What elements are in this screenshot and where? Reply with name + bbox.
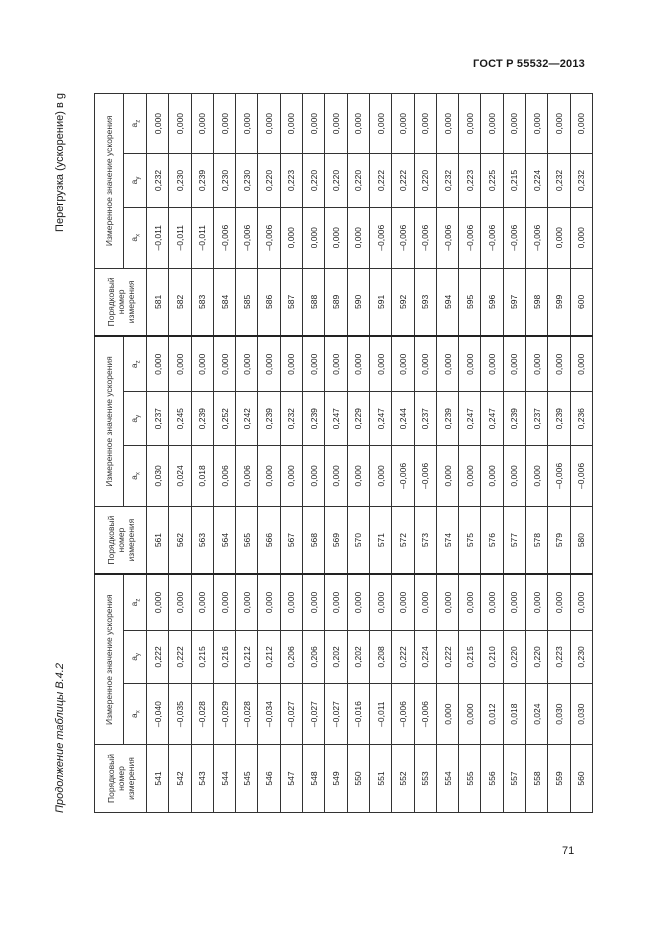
cell-value: 0,000 — [392, 94, 414, 154]
cell-value: 0,000 — [191, 574, 213, 630]
cell-value: 0,000 — [570, 207, 592, 268]
cell-value: 0,000 — [481, 336, 503, 392]
cell-value: 0,000 — [481, 574, 503, 630]
cell-value: 0,000 — [147, 574, 169, 630]
cell-number: 565 — [236, 506, 258, 574]
cell-value: 0,215 — [191, 630, 213, 684]
cell-value: 0,000 — [459, 446, 481, 507]
cell-value: 0,000 — [459, 336, 481, 392]
cell-value: –0,006 — [548, 446, 570, 507]
cell-number: 581 — [147, 268, 169, 336]
cell-number: 560 — [570, 745, 592, 813]
cell-value: 0,000 — [414, 574, 436, 630]
cell-value: 0,000 — [369, 446, 391, 507]
cell-number: 551 — [369, 745, 391, 813]
cell-value: 0,000 — [169, 336, 191, 392]
cell-value: –0,040 — [147, 684, 169, 745]
cell-value: 0,000 — [526, 446, 548, 507]
cell-value: 0,000 — [548, 207, 570, 268]
cell-value: 0,000 — [481, 94, 503, 154]
cell-number: 562 — [169, 506, 191, 574]
header-number: Порядковый номер измерения — [95, 506, 147, 574]
cell-number: 543 — [191, 745, 213, 813]
cell-number: 577 — [503, 506, 525, 574]
cell-value: 0,237 — [414, 392, 436, 446]
table-row — [369, 94, 391, 813]
cell-number: 557 — [503, 745, 525, 813]
cell-value: 0,000 — [548, 94, 570, 154]
cell-value: 0,220 — [325, 154, 347, 208]
table-row — [414, 94, 436, 813]
cell-value: 0,000 — [258, 336, 280, 392]
table-caption: Продолжение таблицы В.4.2 — [54, 663, 66, 813]
cell-value: 0,000 — [459, 574, 481, 630]
cell-value: 0,229 — [347, 392, 369, 446]
cell-number: 589 — [325, 268, 347, 336]
cell-value: 0,206 — [303, 630, 325, 684]
cell-value: 0,239 — [303, 392, 325, 446]
cell-value: 0,000 — [503, 446, 525, 507]
cell-number: 599 — [548, 268, 570, 336]
cell-number: 595 — [459, 268, 481, 336]
cell-value: 0,220 — [503, 630, 525, 684]
cell-value: –0,011 — [369, 684, 391, 745]
table-row — [526, 94, 548, 813]
header-number: Порядковый номер измерения — [95, 745, 147, 813]
cell-number: 574 — [436, 506, 458, 574]
cell-value: 0,000 — [191, 336, 213, 392]
cell-value: 0,000 — [325, 446, 347, 507]
cell-value: 0,000 — [414, 94, 436, 154]
cell-value: 0,000 — [213, 574, 235, 630]
table-row — [459, 94, 481, 813]
cell-value: 0,212 — [258, 630, 280, 684]
cell-value: –0,028 — [236, 684, 258, 745]
cell-value: 0,000 — [436, 94, 458, 154]
cell-value: 0,000 — [280, 94, 302, 154]
cell-value: 0,239 — [436, 392, 458, 446]
header-number: Порядковый номер измерения — [95, 268, 147, 336]
table-row — [548, 94, 570, 813]
cell-value: 0,222 — [369, 154, 391, 208]
cell-value: 0,236 — [570, 392, 592, 446]
cell-value: 0,222 — [169, 630, 191, 684]
cell-value: 0,000 — [236, 574, 258, 630]
header-axis: $a_y$ — [124, 154, 147, 208]
table-row — [503, 94, 525, 813]
cell-value: 0,000 — [347, 336, 369, 392]
cell-value: 0,000 — [236, 94, 258, 154]
cell-value: 0,018 — [191, 446, 213, 507]
cell-value: –0,006 — [526, 207, 548, 268]
cell-value: 0,024 — [526, 684, 548, 745]
cell-value: 0,000 — [503, 336, 525, 392]
table-row — [169, 94, 191, 813]
cell-number: 575 — [459, 506, 481, 574]
standard-code: ГОСТ Р 55532—2013 — [473, 58, 585, 70]
cell-value: 0,000 — [459, 94, 481, 154]
cell-value: 0,222 — [392, 630, 414, 684]
cell-value: 0,000 — [280, 574, 302, 630]
header-axis: $a_x$ — [124, 207, 147, 268]
header-axis: $a_z$ — [124, 94, 147, 154]
cell-value: 0,239 — [191, 392, 213, 446]
cell-value: –0,006 — [236, 207, 258, 268]
cell-value: 0,000 — [347, 94, 369, 154]
header-acceleration-group: Измеренное значение ускорения — [95, 336, 124, 506]
cell-value: –0,027 — [280, 684, 302, 745]
cell-value: –0,006 — [369, 207, 391, 268]
cell-value: 0,230 — [213, 154, 235, 208]
cell-value: 0,018 — [503, 684, 525, 745]
cell-value: 0,232 — [436, 154, 458, 208]
cell-value: –0,028 — [191, 684, 213, 745]
cell-number: 570 — [347, 506, 369, 574]
cell-value: 0,000 — [369, 574, 391, 630]
cell-value: 0,000 — [436, 574, 458, 630]
cell-value: 0,242 — [236, 392, 258, 446]
cell-value: 0,000 — [526, 336, 548, 392]
cell-value: 0,215 — [459, 630, 481, 684]
cell-number: 598 — [526, 268, 548, 336]
cell-value: 0,000 — [325, 207, 347, 268]
cell-value: 0,220 — [258, 154, 280, 208]
cell-number: 569 — [325, 506, 347, 574]
cell-number: 593 — [414, 268, 436, 336]
cell-number: 585 — [236, 268, 258, 336]
cell-value: 0,000 — [303, 336, 325, 392]
cell-number: 597 — [503, 268, 525, 336]
cell-value: 0,000 — [303, 207, 325, 268]
header-axis: $a_z$ — [124, 336, 147, 392]
cell-value: 0,000 — [459, 684, 481, 745]
cell-value: 0,223 — [280, 154, 302, 208]
cell-number: 578 — [526, 506, 548, 574]
cell-value: 0,000 — [258, 94, 280, 154]
table-row — [481, 94, 503, 813]
cell-number: 549 — [325, 745, 347, 813]
rotated-content — [54, 93, 587, 813]
cell-value: –0,006 — [392, 684, 414, 745]
cell-value: 0,224 — [526, 154, 548, 208]
cell-number: 548 — [303, 745, 325, 813]
cell-value: 0,000 — [325, 94, 347, 154]
cell-value: 0,030 — [548, 684, 570, 745]
cell-number: 600 — [570, 268, 592, 336]
cell-number: 566 — [258, 506, 280, 574]
header-axis: $a_z$ — [124, 574, 147, 630]
cell-value: –0,016 — [347, 684, 369, 745]
cell-value: 0,000 — [325, 574, 347, 630]
cell-value: 0,000 — [369, 336, 391, 392]
cell-number: 556 — [481, 745, 503, 813]
cell-value: 0,230 — [570, 630, 592, 684]
cell-value: 0,223 — [459, 154, 481, 208]
cell-value: 0,202 — [325, 630, 347, 684]
cell-value: 0,000 — [147, 94, 169, 154]
cell-value: 0,216 — [213, 630, 235, 684]
cell-value: 0,000 — [213, 94, 235, 154]
header-acceleration-group: Измеренное значение ускорения — [95, 574, 124, 744]
cell-value: –0,011 — [191, 207, 213, 268]
cell-number: 586 — [258, 268, 280, 336]
cell-value: –0,006 — [414, 684, 436, 745]
cell-value: –0,006 — [392, 446, 414, 507]
cell-number: 541 — [147, 745, 169, 813]
table-row — [191, 94, 213, 813]
cell-number: 590 — [347, 268, 369, 336]
cell-value: 0,000 — [325, 336, 347, 392]
data-table-wrapper — [94, 93, 587, 813]
cell-value: 0,000 — [147, 336, 169, 392]
cell-value: 0,210 — [481, 630, 503, 684]
cell-value: –0,006 — [459, 207, 481, 268]
cell-number: 584 — [213, 268, 235, 336]
cell-value: 0,230 — [236, 154, 258, 208]
table-row — [392, 94, 414, 813]
cell-value: 0,000 — [392, 336, 414, 392]
cell-value: 0,030 — [570, 684, 592, 745]
cell-value: 0,212 — [236, 630, 258, 684]
header-axis: $a_y$ — [124, 392, 147, 446]
cell-number: 571 — [369, 506, 391, 574]
cell-value: 0,237 — [526, 392, 548, 446]
cell-value: –0,029 — [213, 684, 235, 745]
cell-value: 0,237 — [147, 392, 169, 446]
cell-value: 0,000 — [303, 94, 325, 154]
cell-value: 0,000 — [570, 574, 592, 630]
cell-value: 0,012 — [481, 684, 503, 745]
cell-value: –0,035 — [169, 684, 191, 745]
cell-value: 0,230 — [169, 154, 191, 208]
header-axis: $a_x$ — [124, 684, 147, 745]
cell-value: 0,030 — [147, 446, 169, 507]
cell-number: 555 — [459, 745, 481, 813]
cell-number: 596 — [481, 268, 503, 336]
cell-value: 0,000 — [392, 574, 414, 630]
cell-number: 546 — [258, 745, 280, 813]
table-row — [147, 94, 169, 813]
cell-value: 0,232 — [548, 154, 570, 208]
cell-value: 0,247 — [325, 392, 347, 446]
cell-value: 0,220 — [526, 630, 548, 684]
cell-number: 547 — [280, 745, 302, 813]
cell-value: –0,027 — [303, 684, 325, 745]
cell-number: 582 — [169, 268, 191, 336]
cell-value: 0,220 — [303, 154, 325, 208]
cell-number: 592 — [392, 268, 414, 336]
cell-value: 0,006 — [236, 446, 258, 507]
cell-number: 568 — [303, 506, 325, 574]
cell-value: 0,000 — [280, 336, 302, 392]
cell-value: 0,239 — [191, 154, 213, 208]
header-axis: $a_y$ — [124, 630, 147, 684]
cell-value: 0,206 — [280, 630, 302, 684]
cell-value: 0,239 — [503, 392, 525, 446]
cell-number: 554 — [436, 745, 458, 813]
cell-value: 0,247 — [459, 392, 481, 446]
cell-number: 579 — [548, 506, 570, 574]
cell-value: –0,006 — [570, 446, 592, 507]
cell-value: 0,000 — [347, 446, 369, 507]
cell-value: 0,215 — [503, 154, 525, 208]
cell-number: 587 — [280, 268, 302, 336]
cell-number: 552 — [392, 745, 414, 813]
cell-value: 0,000 — [570, 336, 592, 392]
cell-number: 545 — [236, 745, 258, 813]
cell-value: 0,000 — [169, 94, 191, 154]
cell-value: 0,006 — [213, 446, 235, 507]
cell-number: 588 — [303, 268, 325, 336]
header-row-2 — [124, 94, 147, 813]
cell-number: 550 — [347, 745, 369, 813]
cell-value: 0,222 — [147, 630, 169, 684]
table-row — [258, 94, 280, 813]
cell-number: 567 — [280, 506, 302, 574]
cell-value: 0,000 — [191, 94, 213, 154]
table-row — [236, 94, 258, 813]
cell-value: 0,000 — [503, 94, 525, 154]
header-axis: $a_x$ — [124, 446, 147, 507]
cell-value: 0,024 — [169, 446, 191, 507]
cell-value: 0,000 — [414, 336, 436, 392]
cell-number: 594 — [436, 268, 458, 336]
cell-value: 0,000 — [570, 94, 592, 154]
cell-value: 0,000 — [236, 336, 258, 392]
cell-number: 561 — [147, 506, 169, 574]
cell-value: –0,006 — [258, 207, 280, 268]
cell-number: 553 — [414, 745, 436, 813]
cell-number: 572 — [392, 506, 414, 574]
cell-value: –0,006 — [414, 446, 436, 507]
cell-number: 558 — [526, 745, 548, 813]
cell-value: 0,000 — [526, 94, 548, 154]
cell-value: 0,239 — [548, 392, 570, 446]
cell-value: 0,222 — [436, 630, 458, 684]
cell-value: 0,000 — [503, 574, 525, 630]
cell-value: 0,222 — [392, 154, 414, 208]
cell-number: 559 — [548, 745, 570, 813]
cell-value: 0,247 — [481, 392, 503, 446]
cell-value: –0,006 — [481, 207, 503, 268]
table-row — [347, 94, 369, 813]
cell-value: 0,000 — [347, 574, 369, 630]
cell-number: 591 — [369, 268, 391, 336]
cell-value: 0,000 — [280, 446, 302, 507]
page-number: 71 — [562, 845, 575, 857]
cell-value: 0,208 — [369, 630, 391, 684]
cell-value: 0,232 — [280, 392, 302, 446]
cell-value: 0,252 — [213, 392, 235, 446]
cell-value: –0,006 — [436, 207, 458, 268]
cell-value: 0,244 — [392, 392, 414, 446]
cell-value: 0,232 — [570, 154, 592, 208]
cell-value: 0,000 — [436, 336, 458, 392]
table-row — [303, 94, 325, 813]
cell-number: 564 — [213, 506, 235, 574]
cell-value: –0,011 — [169, 207, 191, 268]
cell-value: 0,000 — [347, 207, 369, 268]
cell-value: –0,011 — [147, 207, 169, 268]
cell-value: –0,027 — [325, 684, 347, 745]
cell-value: 0,247 — [369, 392, 391, 446]
cell-number: 580 — [570, 506, 592, 574]
cell-number: 583 — [191, 268, 213, 336]
header-acceleration-group: Измеренное значение ускорения — [95, 94, 124, 269]
cell-value: 0,000 — [280, 207, 302, 268]
cell-value: 0,232 — [147, 154, 169, 208]
cell-value: –0,006 — [414, 207, 436, 268]
cell-number: 542 — [169, 745, 191, 813]
cell-value: 0,000 — [303, 446, 325, 507]
cell-value: 0,000 — [436, 684, 458, 745]
table-row — [213, 94, 235, 813]
cell-value: 0,000 — [548, 574, 570, 630]
cell-value: 0,239 — [258, 392, 280, 446]
cell-value: 0,224 — [414, 630, 436, 684]
unit-note: Перегрузка (ускорение) в g — [54, 93, 66, 232]
cell-value: –0,006 — [503, 207, 525, 268]
cell-value: 0,000 — [369, 94, 391, 154]
cell-value: 0,000 — [526, 574, 548, 630]
cell-value: 0,223 — [548, 630, 570, 684]
cell-number: 563 — [191, 506, 213, 574]
cell-number: 576 — [481, 506, 503, 574]
cell-value: 0,245 — [169, 392, 191, 446]
cell-value: –0,006 — [392, 207, 414, 268]
cell-value: 0,000 — [303, 574, 325, 630]
cell-number: 573 — [414, 506, 436, 574]
cell-value: 0,220 — [347, 154, 369, 208]
cell-value: 0,000 — [213, 336, 235, 392]
table-row — [280, 94, 302, 813]
cell-value: 0,000 — [169, 574, 191, 630]
table-row — [436, 94, 458, 813]
acceleration-table — [94, 93, 593, 813]
cell-value: 0,000 — [258, 574, 280, 630]
cell-value: –0,034 — [258, 684, 280, 745]
cell-value: 0,202 — [347, 630, 369, 684]
header-row-1 — [95, 94, 124, 813]
cell-value: 0,000 — [436, 446, 458, 507]
cell-value: 0,000 — [548, 336, 570, 392]
cell-value: 0,220 — [414, 154, 436, 208]
cell-value: 0,000 — [258, 446, 280, 507]
table-row — [325, 94, 347, 813]
cell-value: 0,000 — [481, 446, 503, 507]
cell-value: –0,006 — [213, 207, 235, 268]
cell-number: 544 — [213, 745, 235, 813]
table-row — [570, 94, 592, 813]
cell-value: 0,225 — [481, 154, 503, 208]
